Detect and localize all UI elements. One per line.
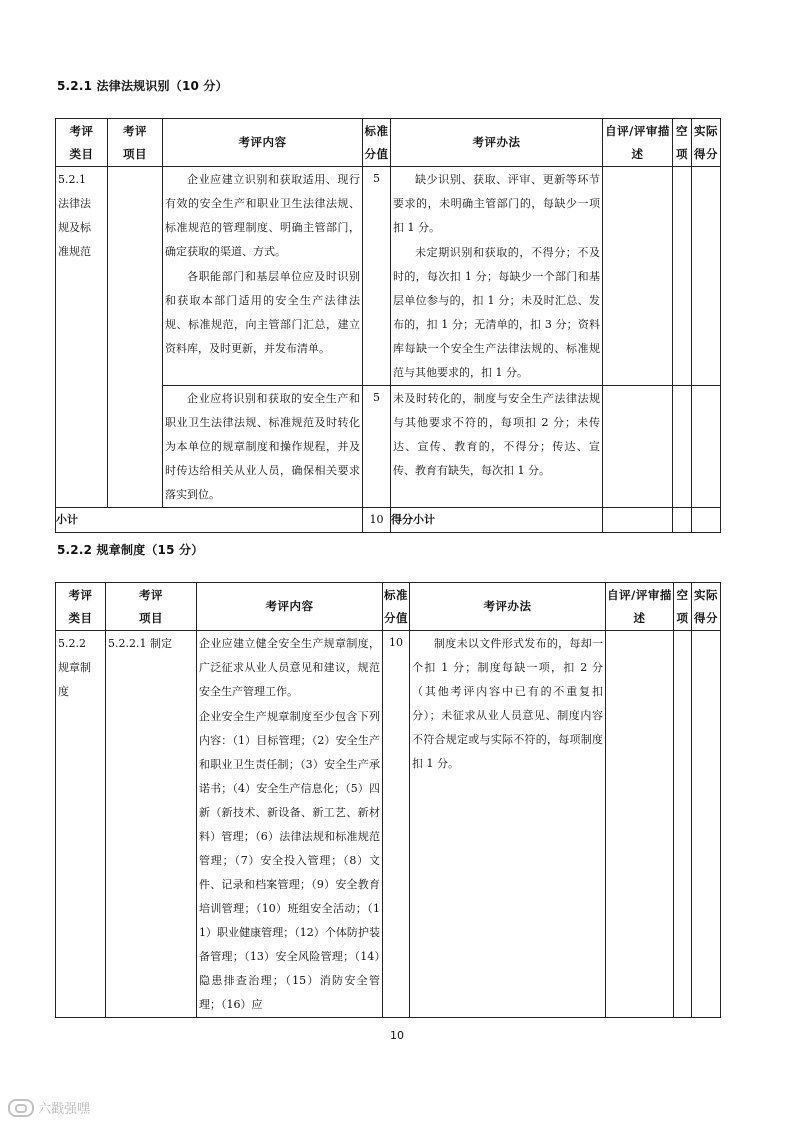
item-cell: [106, 631, 197, 1018]
self-review-cell: [603, 167, 673, 386]
content-paragraph: 企业安全生产规章制度至少包含下列内容：（1）目标管理；（2）安全生产和职业卫生责任制；（3）安全生产承诺书；（4）安全生产信息化；（5）四新（新技术、新设备、新工艺、新材料）管理；（6）法律法规和标准规范管理；（7）安全投入管理；（8）文件、记录和档案管理；（9）安全教育培训管理；（10）班组安全活动；（11）职业健康管理；（12）个体防护装备管理；（13）安全风险管理；（14）隐患排查治理；（15）消防安全管理；（16）应: [199, 710, 380, 1011]
subtotal-score: 10: [363, 508, 391, 533]
table-header-row: [56, 583, 721, 631]
header-category: 考评 类目: [56, 583, 106, 631]
header-self-review: 自评/评审描 述: [606, 583, 674, 631]
self-review-cell: [606, 631, 674, 1018]
header-item: 考评 项目: [108, 119, 163, 167]
category-cell: [56, 167, 108, 508]
method-paragraph: 缺少识别、获取、评审、更新等环节要求的，未明确主管部门的，每缺少一项扣 1 分。: [393, 173, 600, 234]
content-paragraph: 企业应将识别和获取的安全生产和职业卫生法律法规、标准规范及时转化为本单位的规章制度和操作规程，并及时传达给相关从业人员，确保相关要求落实到位。: [165, 392, 360, 501]
subtotal-label: 小计: [56, 508, 363, 533]
watermark-logo-icon: [8, 1099, 34, 1117]
method-cell: [391, 386, 603, 508]
subtotal-row: [56, 508, 721, 533]
category-text: 5.2.2 规章制 度: [58, 637, 91, 698]
evaluation-table-rules: [55, 582, 721, 1018]
actual-score-cell: [692, 167, 721, 386]
header-method: 考评办法: [410, 583, 606, 631]
actual-score-cell: [692, 631, 721, 1018]
header-self-review: 自评/评审描 述: [603, 119, 673, 167]
method-paragraph: 制度未以文件形式发布的，每却一个扣 1 分；制度每缺一项，扣 2 分（其他考评内容中已有的不重复扣分）；未征求从业人员意见、制度内容不符合规定或与实际不符的，每项制度扣 1 分。: [412, 637, 603, 770]
standard-score-cell: 10: [383, 631, 410, 1018]
header-blank: 空 项: [674, 583, 692, 631]
header-item: 考评 项目: [106, 583, 197, 631]
table-row: [56, 167, 721, 386]
blank-cell: [673, 386, 692, 508]
self-review-cell: [603, 386, 673, 508]
score-subtotal-label: 得分小计: [391, 508, 603, 533]
standard-score-cell: 5: [363, 386, 391, 508]
table-row: [56, 631, 721, 1018]
header-actual-score: 实际 得分: [692, 119, 721, 167]
header-content: 考评内容: [197, 583, 383, 631]
blank-cell: [673, 167, 692, 386]
header-content: 考评内容: [163, 119, 363, 167]
method-cell: [391, 167, 603, 386]
watermark-text: 六戳强嘿: [38, 1102, 91, 1117]
item-cell: [108, 167, 163, 508]
actual-score-cell: [692, 386, 721, 508]
method-paragraph: 未及时转化的，制度与安全生产法律法规与其他要求不符的，每项扣 2 分；未传达、宣传、教育的，不得分；传达、宣传、教育有缺失，每次扣 1 分。: [393, 392, 600, 477]
evaluation-table-legal: [55, 118, 721, 533]
content-cell: [197, 631, 383, 1018]
header-actual-score: 实际 得分: [692, 583, 721, 631]
content-cell: [163, 386, 363, 508]
item-text: 5.2.2.1 制定: [108, 637, 172, 650]
header-blank: 空 项: [673, 119, 692, 167]
method-paragraph: 未定期识别和获取的，不得分；不及时的，每次扣 1 分；每缺少一个部门和基层单位参与的，扣 1 分；未及时汇总、发布的，扣 1 分；无清单的，扣 3 分；资料库每缺一个安全生产法律法规的、标准规范与其他要求的，扣 1 分。: [393, 246, 600, 379]
category-cell: [56, 631, 106, 1018]
actual-score-cell: [692, 508, 721, 533]
header-category: 考评 类目: [56, 119, 108, 167]
content-cell: [163, 167, 363, 386]
standard-score-cell: 5: [363, 167, 391, 386]
content-paragraph: 企业应建立识别和获取适用、现行有效的安全生产和职业卫生法律法规、标准规范的管理制度、明确主管部门，确定获取的渠道、方式。: [165, 173, 360, 258]
section-heading-5-2-2: 5.2.2 规章制度（15 分）: [57, 543, 204, 557]
self-review-cell: [603, 508, 673, 533]
content-paragraph: 企业应建立健全安全生产规章制度，广泛征求从业人员意见和建议，规范安全生产管理工作。: [199, 637, 380, 698]
header-method: 考评办法: [391, 119, 603, 167]
blank-cell: [674, 631, 692, 1018]
method-cell: [410, 631, 606, 1018]
category-text: 5.2.1 法律法 规及标 准规范: [58, 173, 91, 258]
section-heading-5-2-1: 5.2.1 法律法规识别（10 分）: [57, 79, 228, 93]
table-header-row: [56, 119, 721, 167]
page-number: 10: [390, 1029, 404, 1042]
watermark: [8, 1098, 90, 1117]
header-standard-score: 标准 分值: [383, 583, 410, 631]
header-standard-score: 标准 分值: [363, 119, 391, 167]
blank-cell: [673, 508, 692, 533]
content-paragraph: 各职能部门和基层单位应及时识别和获取本部门适用的安全生产法律法规、标准规范，向主管部门汇总，建立资料库，及时更新，并发布清单。: [165, 270, 360, 355]
